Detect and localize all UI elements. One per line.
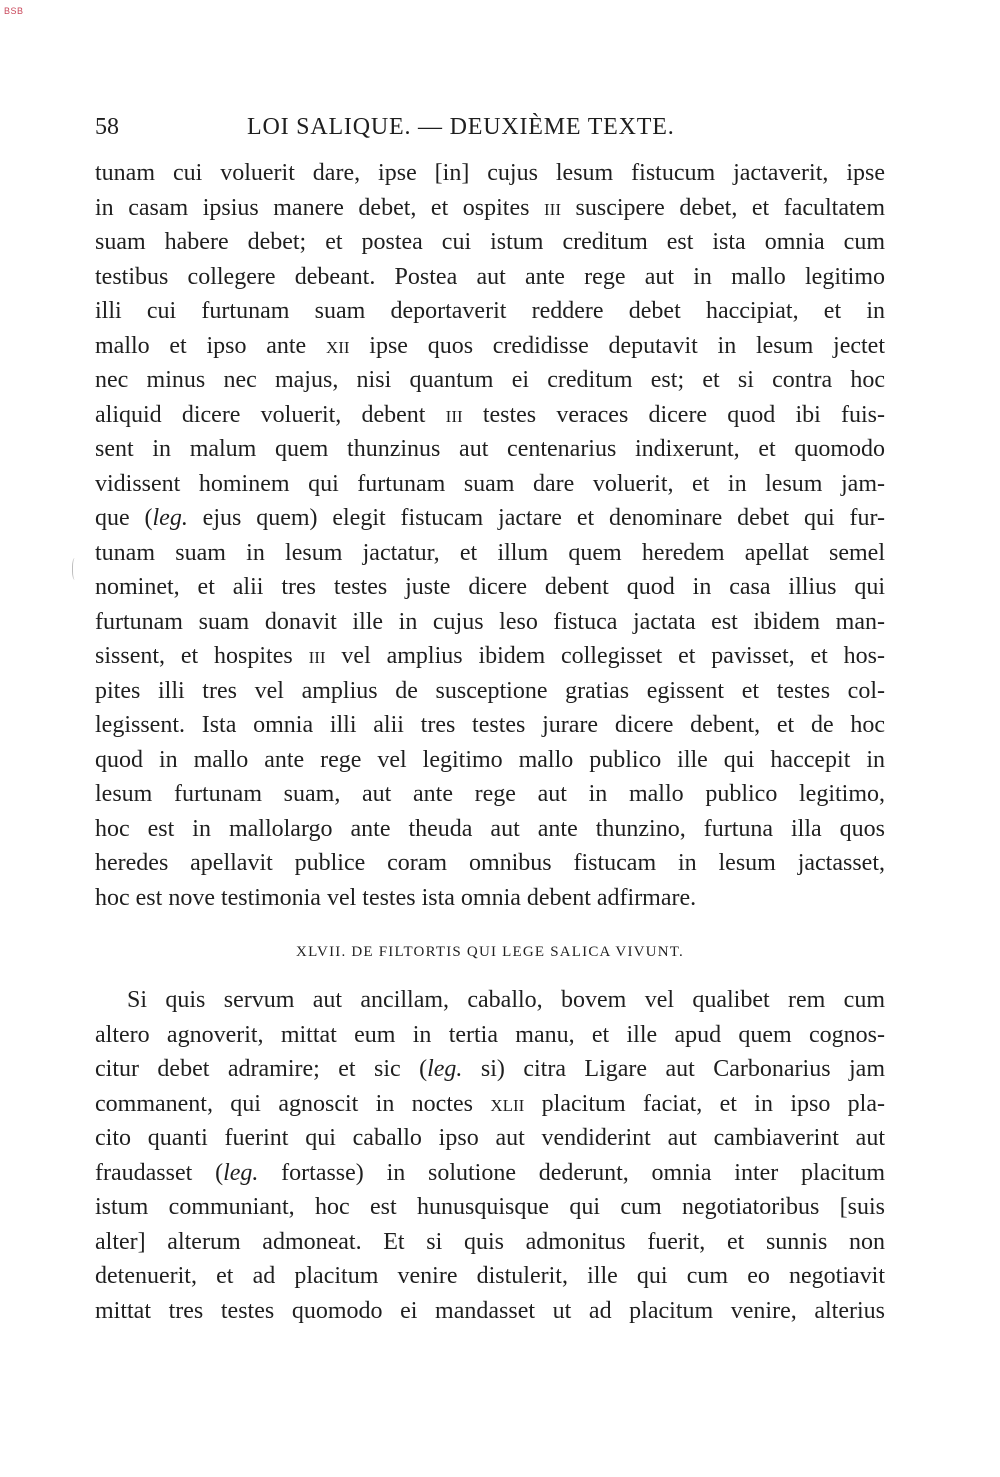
text-line [95, 1087, 885, 1122]
text-run: fraudasset ( [95, 1159, 224, 1186]
section-heading: XLVII. DE FILTORTIS QUI LEGE SALICA VIVUNT. [296, 944, 684, 960]
text-run: aliquid dicere voluerit, debent [95, 401, 446, 428]
text-line: istum communiant, hoc est hunusquisque qui cum negotiatoribus [suis [95, 1194, 885, 1220]
margin-mark [72, 558, 79, 580]
text-run: ipse quos credidisse deputavit in lesum jectet [349, 332, 885, 359]
text-line [95, 501, 885, 536]
text-line: legissent. Ista omnia illi alii tres testes jurare dicere debent, et de hoc [95, 712, 885, 738]
text-line [95, 191, 885, 226]
text-block-continuation [95, 156, 885, 915]
text-line: hoc est nove testimonia vel testes ista omnia debent adfirmare. [95, 884, 697, 911]
text-line: cito quanti fuerint qui caballo ipso aut vendiderint aut cambiaverint aut [95, 1125, 885, 1151]
text-line: tunam cui voluerit dare, ipse [in] cujus lesum fistucum jactaverit, ipse [95, 160, 885, 186]
text-run: si) citra Ligare aut Carbonarius jam [462, 1056, 885, 1082]
text-line: lesum furtunam suam, aut ante rege aut in mallo publico legitimo, [95, 781, 885, 807]
text-run: sissent, et hospites [95, 643, 309, 669]
text-line: mittat tres testes quomodo ei mandasset ut ad placitum venire, alterius [95, 1297, 885, 1324]
text-run: testes veraces dicere quod ibi fuis- [462, 401, 885, 428]
text-run: que ( [95, 505, 153, 531]
text-run: placitum faciat, et in ipso pla- [524, 1090, 885, 1117]
roman-numeral: iii [308, 643, 326, 669]
italic-abbreviation: leg. [223, 1159, 259, 1186]
text-run: in casam ipsius manere debet, et ospites [95, 194, 544, 221]
text-line: pites illi tres vel amplius de susceptione gratias egissent et testes col- [95, 677, 885, 704]
roman-numeral: xlii [490, 1090, 525, 1117]
italic-abbreviation: leg. [427, 1056, 463, 1082]
text-line: furtunam suam donavit ille in cujus leso fistuca jactata est ibidem man- [95, 608, 885, 635]
text-run: suscipere debet, et facultatem [560, 194, 885, 221]
page-number: 58 [95, 114, 119, 140]
page-header [95, 114, 885, 144]
text-line: suam habere debet; et postea cui istum creditum est ista omnia cum [95, 229, 885, 255]
text-line [95, 398, 885, 433]
text-run: mallo et ipso ante [95, 332, 326, 359]
text-line: hoc est in mallolargo ante theuda aut ante thunzino, furtuna illa quos [95, 815, 885, 842]
roman-numeral: xii [325, 332, 350, 359]
text-run: fortasse) in solutione dederunt, omnia inter placitum [258, 1159, 886, 1186]
text-line: tunam suam in lesum jactatur, et illum quem heredem apellat semel [95, 539, 885, 566]
text-line: detenuerit, et ad placitum venire distulerit, ille qui cum eo negotiavit [95, 1263, 885, 1289]
roman-numeral: iii [544, 194, 561, 221]
text-line [95, 639, 885, 674]
text-run: vel amplius ibidem collegisset et pavisset, et hos- [325, 643, 886, 669]
text-line: testibus collegere debeant. Postea aut ante rege aut in mallo legitimo [95, 263, 885, 290]
text-run: commanent, qui agnoscit in noctes [95, 1090, 491, 1117]
text-line: Si quis servum aut ancillam, caballo, bovem vel qualibet rem cum [127, 987, 885, 1013]
text-line: alter] alterum admoneat. Et si quis admonitus fuerit, et sunnis non [95, 1228, 885, 1255]
text-line: vidissent hominem qui furtunam suam dare voluerit, et in lesum jam- [95, 470, 885, 497]
italic-abbreviation: leg. [152, 505, 188, 531]
text-line [95, 329, 885, 364]
text-line: quod in mallo ante rege vel legitimo mallo publico ille qui haccepit in [95, 746, 885, 773]
text-line: heredes apellavit publice coram omnibus fistucam in lesum jactasset, [95, 850, 885, 876]
text-run: citur debet adramire; et sic ( [95, 1056, 428, 1082]
text-line: altero agnoverit, mittat eum in tertia manu, et ille apud quem cognos- [95, 1021, 885, 1048]
text-line [95, 1156, 885, 1191]
text-line: sent in malum quem thunzinus aut centenarius indixerunt, et quomodo [95, 436, 885, 462]
running-title: LOI SALIQUE. — DEUXIÈME TEXTE. [247, 114, 675, 140]
library-stamp: BSB [4, 6, 24, 16]
roman-numeral: iii [445, 401, 463, 428]
text-line: nec minus nec majus, nisi quantum ei creditum est; et si contra hoc [95, 367, 885, 393]
text-run: ejus quem) elegit fistucam jactare et denominare debet qui fur- [187, 505, 885, 531]
text-line: nominet, et alii tres testes juste dicere debent quod in casa illius qui [95, 574, 885, 600]
text-line: illi cui furtunam suam deportaverit reddere debet haccipiat, et in [95, 298, 885, 324]
text-line [95, 1052, 885, 1087]
text-block-section-xlvii [95, 983, 885, 1328]
